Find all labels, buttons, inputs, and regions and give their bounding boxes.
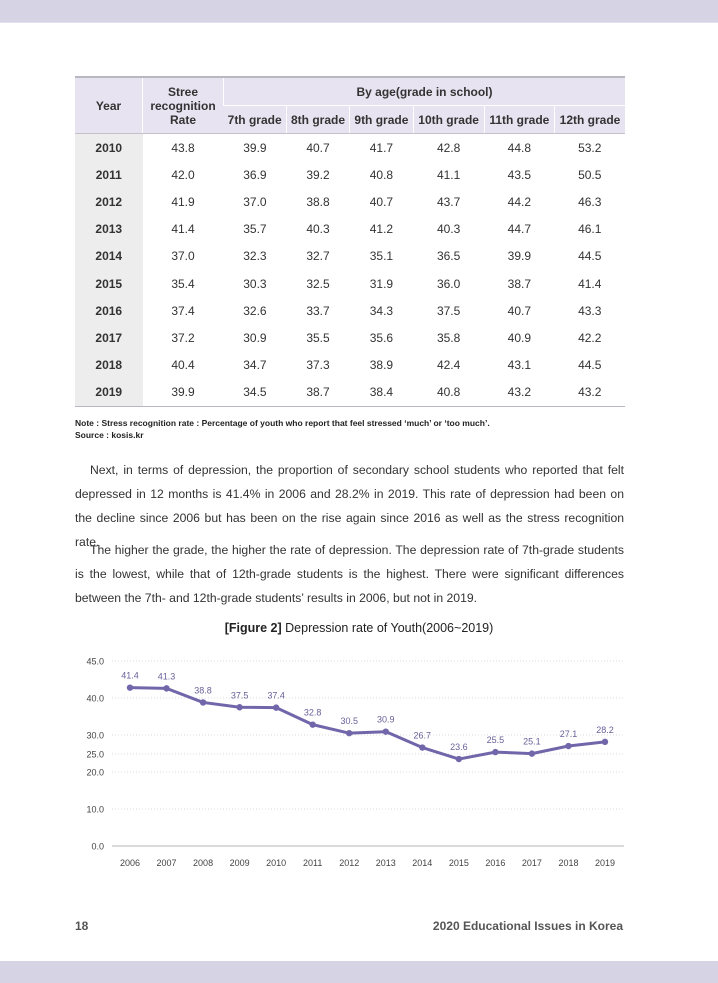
data-point (419, 744, 425, 750)
data-point (127, 684, 133, 690)
cell-grade: 46.1 (578, 222, 602, 237)
cell-year: 2016 (75, 297, 143, 324)
x-tick-label: 2017 (521, 858, 542, 868)
cell-grade: 30.9 (243, 330, 267, 345)
cell-grade: 40.3 (306, 222, 330, 237)
publication-title: 2020 Educational Issues in Korea (432, 919, 623, 933)
x-tick-label: 2013 (375, 858, 396, 868)
cell-year: 2014 (75, 243, 143, 270)
cell-grade: 34.7 (243, 358, 267, 373)
cell-grade: 40.7 (306, 140, 330, 155)
cell-grade: 43.2 (507, 385, 531, 400)
cell-grade: 41.7 (369, 140, 394, 155)
cell-grade: 32.7 (306, 249, 330, 264)
data-label: 37.4 (267, 690, 285, 701)
cell-grade: 30.3 (243, 276, 267, 291)
cell-grade: 36.5 (436, 249, 461, 264)
cell-grade: 35.8 (436, 330, 461, 345)
data-label: 28.2 (596, 724, 614, 735)
header-rate-line: Rate (169, 112, 196, 127)
cell-year: 2017 (75, 324, 143, 351)
data-label: 25.1 (523, 736, 541, 747)
data-point (236, 704, 242, 710)
header-grade: 10th grade (413, 106, 484, 134)
data-label: 30.5 (340, 716, 358, 727)
x-tick-label: 2008 (193, 858, 214, 868)
table-row (75, 216, 625, 243)
top-band (0, 0, 718, 23)
table-notes (75, 417, 490, 441)
cell-grade: 44.5 (578, 358, 602, 373)
cell-grade: 32.3 (243, 249, 267, 264)
cell-grade: 38.8 (306, 194, 330, 209)
cell-grade: 36.0 (436, 276, 461, 291)
x-tick-label: 2011 (303, 858, 323, 868)
cell-year: 2010 (75, 134, 143, 162)
cell-grade: 39.9 (243, 140, 267, 155)
x-tick-label: 2014 (412, 858, 433, 868)
data-label: 41.4 (121, 670, 139, 681)
cell-rate: 37.0 (171, 249, 195, 264)
paragraph: Next, in terms of depression, the proportion of secondary school students who reported that felt depressed in 12 months is 41.4% in 2006 and 28.2% in 2019. This rate of depression had been on the decline since 2006 but has been on the rise again since 2016 as well as the stress recognition rate. (75, 463, 624, 549)
cell-grade: 34.3 (369, 303, 394, 318)
cell-grade: 38.7 (507, 276, 531, 291)
data-label: 30.9 (377, 714, 395, 725)
table-row (75, 324, 625, 351)
cell-grade: 50.5 (578, 167, 602, 182)
cell-grade: 42.2 (578, 330, 602, 345)
data-point (309, 721, 315, 727)
x-tick-label: 2012 (339, 858, 360, 868)
table-note: Note : Stress recognition rate : Percentage of youth who report that feel stressed ‘much’ or ‘too much’. (75, 418, 490, 428)
depression-line-chart (0, 640, 718, 880)
cell-grade: 41.2 (369, 222, 394, 237)
cell-year: 2011 (75, 161, 143, 188)
data-point (602, 739, 608, 745)
cell-rate: 41.9 (171, 194, 195, 209)
cell-grade: 41.4 (578, 276, 602, 291)
cell-year: 2019 (75, 379, 143, 407)
data-label: 32.8 (303, 707, 322, 718)
cell-rate: 35.4 (171, 276, 195, 291)
cell-grade: 40.8 (369, 167, 394, 182)
cell-year: 2012 (75, 188, 143, 215)
cell-grade: 40.8 (436, 385, 461, 400)
stress-recognition-table (75, 76, 625, 407)
figure-caption: Depression rate of Youth(2006~2019) (285, 621, 494, 635)
table-row (75, 188, 625, 215)
header-rate-line: Stree (167, 84, 199, 99)
cell-grade: 40.7 (369, 194, 394, 209)
table-row (75, 270, 625, 297)
table-row (75, 297, 625, 324)
cell-year: 2015 (75, 270, 143, 297)
bottom-band (0, 961, 718, 983)
cell-grade: 35.6 (369, 330, 394, 345)
table-row (75, 379, 625, 407)
cell-grade: 38.9 (369, 358, 394, 373)
y-tick-label: 10.0 (86, 804, 104, 815)
cell-grade: 40.7 (507, 303, 531, 318)
data-label: 27.1 (559, 729, 578, 740)
cell-rate: 43.8 (171, 140, 195, 155)
header-grade: 12th grade (554, 106, 625, 134)
cell-grade: 44.8 (507, 140, 531, 155)
data-label: 25.5 (486, 735, 505, 746)
cell-grade: 32.6 (243, 303, 267, 318)
cell-grade: 38.7 (306, 385, 330, 400)
cell-grade: 36.9 (243, 167, 267, 182)
header-group: By age(grade in school) (224, 77, 626, 106)
page-number: 18 (75, 919, 89, 933)
x-tick-label: 2010 (266, 858, 287, 868)
cell-grade: 43.3 (578, 303, 602, 318)
table-row (75, 243, 625, 270)
data-point (346, 730, 352, 736)
cell-grade: 37.5 (436, 303, 461, 318)
cell-year: 2018 (75, 352, 143, 379)
cell-rate: 42.0 (171, 167, 195, 182)
data-point (456, 756, 462, 762)
cell-grade: 38.4 (369, 385, 394, 400)
table-row (75, 134, 625, 162)
x-tick-label: 2019 (594, 858, 616, 868)
cell-grade: 35.5 (306, 330, 330, 345)
header-grade: 11th grade (484, 106, 554, 134)
table-row (75, 161, 625, 188)
header-year: Year (75, 77, 143, 134)
data-label: 26.7 (413, 730, 432, 741)
cell-grade: 41.1 (436, 167, 461, 182)
cell-rate: 40.4 (171, 358, 195, 373)
x-tick-label: 2018 (558, 858, 579, 868)
cell-grade: 34.5 (243, 385, 267, 400)
data-point (383, 728, 389, 734)
cell-grade: 44.2 (507, 194, 531, 209)
header-rate-line: recognition (150, 98, 216, 113)
cell-grade: 42.4 (436, 358, 461, 373)
y-tick-label: 0.0 (91, 841, 104, 852)
header-rate (143, 77, 224, 134)
cell-grade: 40.9 (507, 330, 531, 345)
figure-label: [Figure 2] (224, 621, 282, 635)
cell-grade: 43.7 (436, 194, 461, 209)
cell-grade: 35.1 (369, 249, 394, 264)
x-tick-label: 2009 (229, 858, 250, 868)
cell-grade: 43.1 (507, 358, 531, 373)
data-label: 38.8 (194, 685, 212, 696)
header-grade: 7th grade (224, 106, 287, 134)
x-tick-label: 2007 (156, 858, 177, 868)
data-label: 23.6 (450, 742, 468, 753)
y-tick-label: 25.0 (86, 749, 104, 760)
y-tick-label: 45.0 (86, 656, 104, 667)
cell-grade: 43.2 (578, 385, 602, 400)
cell-grade: 37.0 (243, 194, 267, 209)
cell-rate: 39.9 (171, 385, 195, 400)
cell-grade: 37.3 (306, 358, 330, 373)
cell-grade: 44.7 (507, 222, 531, 237)
cell-grade: 43.5 (507, 167, 531, 182)
figure-title (0, 621, 718, 635)
cell-grade: 35.7 (243, 222, 267, 237)
cell-rate: 41.4 (171, 222, 195, 237)
header-grade: 8th grade (286, 106, 349, 134)
y-tick-label: 20.0 (86, 767, 104, 778)
cell-year: 2013 (75, 216, 143, 243)
cell-rate: 37.2 (171, 330, 195, 345)
data-point (200, 699, 206, 705)
cell-grade: 53.2 (578, 140, 602, 155)
cell-rate: 37.4 (171, 303, 195, 318)
cell-grade: 32.5 (306, 276, 330, 291)
cell-grade: 42.8 (436, 140, 461, 155)
x-tick-label: 2006 (119, 858, 141, 868)
data-label: 37.5 (230, 690, 249, 701)
cell-grade: 31.9 (369, 276, 394, 291)
cell-grade: 40.3 (436, 222, 461, 237)
table-row (75, 352, 625, 379)
table-source: Source : kosis.kr (75, 430, 144, 440)
y-tick-label: 40.0 (86, 693, 104, 704)
data-label: 41.3 (157, 671, 176, 682)
data-point (273, 704, 279, 710)
y-tick-label: 30.0 (86, 730, 104, 741)
x-tick-label: 2016 (485, 858, 506, 868)
paragraph: The higher the grade, the higher the rate of depression. The depression rate of 7th-grade students is the lowest, while that of 12th-grade students is the highest. There were significant differences between the 7th- and 12th-grade students’ results in 2006, but not in 2019. (75, 543, 624, 605)
cell-grade: 46.3 (578, 194, 602, 209)
data-point (163, 685, 169, 691)
data-point (565, 743, 571, 749)
data-point (492, 749, 498, 755)
cell-grade: 39.9 (507, 249, 531, 264)
cell-grade: 44.5 (578, 249, 602, 264)
header-grade: 9th grade (350, 106, 413, 134)
data-point (529, 750, 535, 756)
cell-grade: 33.7 (306, 303, 330, 318)
cell-grade: 39.2 (306, 167, 330, 182)
x-tick-label: 2015 (448, 858, 469, 868)
